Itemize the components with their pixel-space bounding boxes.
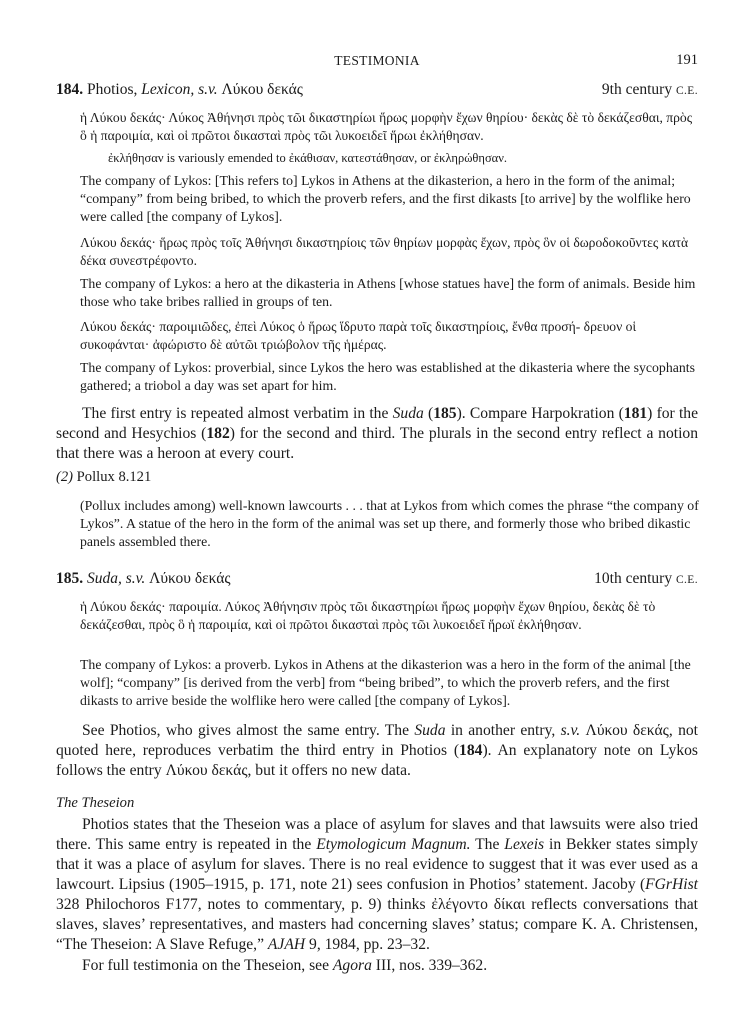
text-run: For full testimonia on the Theseion, see: [82, 957, 333, 974]
entry-date: [602, 81, 698, 99]
text-run: in another entry,: [445, 722, 561, 739]
text-run: Photios states that the Theseion was a place of asylum for slaves and that lawsuits were also tried there. This same entry is repeated in the: [56, 816, 698, 853]
cross-reference: 182: [206, 425, 230, 442]
cross-reference: 185: [433, 405, 457, 422]
text-run: Agora: [332, 957, 372, 974]
text-run: AJAH: [267, 936, 306, 953]
date-text: 10th century: [594, 570, 676, 587]
greek-text-185: ἡ Λύκου δεκάς· παροιμία. Λύκος Ἀθήνησιν πρὸς τῶι δικαστηρίωι ἥρως μορφὴν ἔχων θηρίου, δεκὰς δὲ τὸ δεκάζεσθαι, πρὸς ὃ ἡ παροιμία, καὶ οἱ πρῶτοι δικασταὶ πρὸς τῶι λυκοειδεῖ ἥρωϊ ἐκλήθησαν.: [80, 599, 656, 632]
date-text: 9th century: [601, 81, 676, 98]
cross-reference: 184: [459, 742, 483, 759]
pollux-translation: (Pollux includes among) well-known lawcourts . . . that at Lykos from which comes the phrase “the company of Lykos”. A statue of the hero in the form of the animal was set up there, and formerly those who bribed dikastic panels assembled there.: [80, 498, 699, 549]
text-run: ) for the second and third. The plurals in the second entry reflect a notion that there was a heroon at every court.: [56, 425, 699, 462]
page-number: 191: [676, 52, 698, 68]
commentary-185: [56, 721, 698, 781]
entry-number: 185.: [56, 570, 84, 587]
text-run: ). Compare Harpokration (: [456, 405, 624, 422]
section-heading-theseion: The Theseion: [56, 795, 135, 811]
section-source: Pollux 8.121: [73, 469, 152, 485]
running-header-title: TESTIMONIA: [334, 53, 420, 68]
text-run: See Photios, who gives almost the same entry. The: [82, 722, 415, 739]
text-run: (: [423, 405, 434, 422]
entry-184-heading: [56, 81, 698, 99]
translation-2: The company of Lykos: a hero at the dikasteria in Athens [whose statues have] the form of animals. Beside him those who take bribes rallied in groups of ten.: [80, 276, 696, 309]
text-run: The first entry is repeated almost verbatim in the: [82, 405, 393, 422]
text-run: III, nos. 339–362.: [371, 957, 488, 974]
translation-1: The company of Lykos: [This refers to] Lykos in Athens at the dikasterion, a hero in the form of the animal; “company” from being bribed, to which the proverb refers, and the first dikasts [to arrive] by the wolflike hero were called [the company of Lykos].: [80, 173, 691, 224]
source-lemma: Λύκου δεκάς: [217, 81, 303, 98]
text-run: in Bekker states simply that it was a place of asylum for slaves. There is no real evidence to suggest that it was ever used as a lawcourt. Lipsius (1905–1915, p. 171, note 21) sees confusion in Photios’ statement. Jacoby (: [56, 836, 698, 893]
emendation-note: ἐκλήθησαν is variously emended to ἐκάθισαν, κατεστάθησαν, or ἐκληρώθησαν.: [108, 151, 508, 165]
text-run: Λύκου δεκάς, not quoted here, reproduces verbatim the third entry in Photios (: [56, 722, 698, 759]
entry-185-heading: [56, 570, 698, 588]
text-run: Suda: [392, 405, 424, 422]
theseion-paragraph-1: [56, 815, 698, 955]
text-run: 9, 1984, pp. 23–32.: [305, 936, 430, 953]
pollux-heading: [56, 469, 698, 486]
source-work: Suda, s.v.: [87, 570, 146, 587]
source-lemma: Λύκου δεκάς: [145, 570, 231, 587]
section-label: (2): [56, 469, 74, 485]
text-run: ). An explanatory note on Lykos follows the entry Λύκου δεκάς, but it offers no new data.: [56, 742, 698, 779]
era-text: C.E.: [675, 574, 698, 586]
greek-text-2: Λύκου δεκάς· ἥρως πρὸς τοῖς Ἀθήνησι δικαστηρίοις τῶν θηρίων μορφὰς ἔχων, πρὸς ὃν οἱ δωροδοκοῦντες κατὰ δέκα συνεστρέφοντο.: [80, 235, 689, 268]
text-run: Suda: [414, 722, 446, 739]
source-work: Lexicon, s.v.: [141, 81, 218, 98]
cross-reference: 181: [623, 405, 648, 422]
text-run: s.v.: [560, 722, 581, 739]
theseion-paragraph-2: [56, 956, 698, 976]
text-run: The: [470, 836, 505, 853]
greek-text-1: ἡ Λύκου δεκάς· Λύκος Ἀθήνησι πρὸς τῶι δικαστηρίωι ἥρως μορφὴν ἔχων θηρίου· δεκὰς δὲ τὸ δεκάζεσθαι, πρὸς ὃ ἡ παροιμία, καὶ οἱ πρῶτοι δικασταὶ πρὸς τῶι λυκοειδεῖ ἥρωι ἐκλήθησαν.: [80, 110, 693, 143]
text-run: Lexeis: [504, 836, 545, 853]
entry-date: [594, 570, 698, 588]
era-text: C.E.: [675, 85, 698, 97]
commentary-184: [56, 404, 698, 464]
translation-185: The company of Lykos: a proverb. Lykos in Athens at the dikasterion was a hero in the form of the animal [the wolf]; “company” [is derived from the verb] from “being bribed”, to which the proverb refers, and the first dikasts to arrive beside the wolflike hero were called [the company of Lykos].: [80, 657, 691, 708]
source-author: Photios,: [87, 81, 142, 98]
text-run: Etymologicum Magnum.: [316, 836, 471, 853]
greek-text-3: Λύκου δεκάς· παροιμιῶδες, ἐπεὶ Λύκος ὁ ἥρως ἵδρυτο παρὰ τοῖς δικαστηρίοις, ἔνθα προσή- δρευον οἱ συκοφάνται· ἀφώριστο δὲ αὐτῶι τριώβολον τῆς ἡμέρας.: [80, 319, 637, 352]
text-run: 328 Philochoros F177, notes to commentary, p. 9) thinks ἐλέγοντο δίκαι reflects conversations that slaves, slaves’ representatives, and masters had concerning slaves’ status; compare K. A. Christensen, “The Theseion: A Slave Refuge,”: [56, 896, 698, 953]
entry-number: 184.: [56, 81, 84, 98]
translation-3: The company of Lykos: proverbial, since Lykos the hero was established at the dikasteria where the sycophants gathered; a triobol a day was set apart for him.: [80, 360, 695, 393]
text-run: ) for the second and Hesychios (: [56, 405, 698, 442]
text-run: FGrHist: [645, 876, 698, 893]
